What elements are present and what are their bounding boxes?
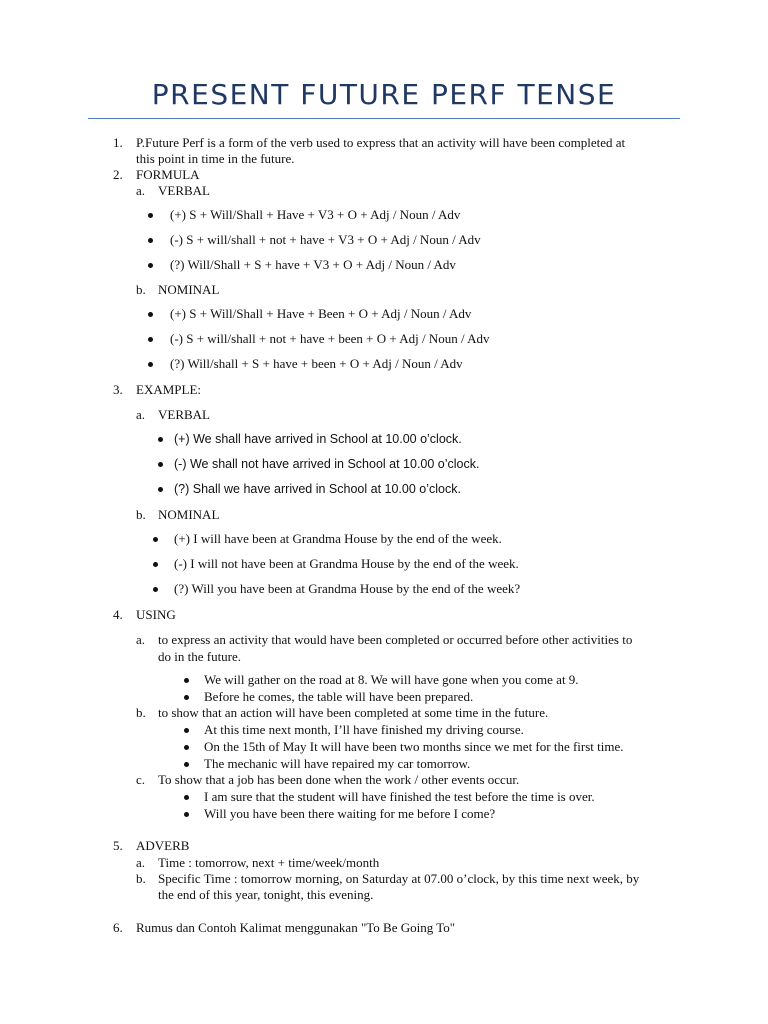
section-3-heading: EXAMPLE:: [136, 382, 201, 397]
section-3b-letter: b.: [136, 507, 146, 522]
section-5a-letter: a.: [136, 855, 146, 870]
section-5b-text-line-2: the end of this year, tonight, this evening.: [158, 887, 374, 902]
list-item: (-) We shall not have arrived in School at 10.00 o’clock.: [174, 457, 480, 471]
section-4c-text: To show that a job has been done when the work / other events occur.: [158, 772, 520, 787]
bullet-icon: [184, 678, 189, 683]
section-4b-letter: b.: [136, 705, 146, 720]
bullet-icon: [153, 537, 158, 542]
list-item: We will gather on the road at 8. We will have gone when you come at 9.: [204, 672, 579, 687]
section-5-number: 5.: [113, 838, 123, 853]
section-1-text-line-2: this point in time in the future.: [136, 151, 295, 166]
section-2-heading: FORMULA: [136, 167, 200, 182]
list-item: (+) S + Will/Shall + Have + Been + O + Adj / Noun / Adv: [170, 306, 472, 321]
list-item: (?) Will/Shall + S + have + V3 + O + Adj / Noun / Adv: [170, 257, 456, 272]
bullet-icon: [158, 487, 163, 492]
section-4-number: 4.: [113, 607, 123, 622]
section-4a-letter: a.: [136, 632, 146, 647]
list-item: I am sure that the student will have finished the test before the time is over.: [204, 789, 595, 804]
section-2b-letter: b.: [136, 282, 146, 297]
section-6-number: 6.: [113, 920, 123, 935]
list-item: (+) S + Will/Shall + Have + V3 + O + Adj / Noun / Adv: [170, 207, 461, 222]
section-3-number: 3.: [113, 382, 123, 397]
section-4a-text-line-2: do in the future.: [158, 649, 242, 664]
section-2-number: 2.: [113, 167, 123, 182]
bullet-icon: [184, 762, 189, 767]
page-title: PRESENT FUTURE PERF TENSE: [151, 78, 617, 111]
bullet-icon: [158, 437, 163, 442]
section-5b-text-line-1: Specific Time : tomorrow morning, on Saturday at 07.00 o’clock, by this time next week, by: [158, 871, 640, 886]
list-item: Will you have been there waiting for me before I come?: [204, 806, 496, 821]
list-item: The mechanic will have repaired my car tomorrow.: [204, 756, 471, 771]
bullet-icon: [148, 312, 153, 317]
section-3a-label: VERBAL: [158, 407, 210, 422]
section-4c-letter: c.: [136, 772, 146, 787]
list-item: (+) I will have been at Grandma House by the end of the week.: [174, 531, 502, 546]
section-2a-letter: a.: [136, 183, 146, 198]
section-1-text-line-1: P.Future Perf is a form of the verb used to express that an activity will have been completed at: [136, 135, 626, 150]
list-item: (-) S + will/shall + not + have + V3 + O + Adj / Noun / Adv: [170, 232, 481, 247]
bullet-icon: [184, 695, 189, 700]
list-item: (?) Will/shall + S + have + been + O + Adj / Noun / Adv: [170, 356, 463, 371]
bullet-icon: [158, 462, 163, 467]
list-item: (?) Shall we have arrived in School at 10.00 o’clock.: [174, 482, 461, 496]
bullet-icon: [153, 562, 158, 567]
list-item: (-) I will not have been at Grandma House by the end of the week.: [174, 556, 519, 571]
list-item: (?) Will you have been at Grandma House by the end of the week?: [174, 581, 521, 596]
bullet-icon: [184, 745, 189, 750]
list-item: Before he comes, the table will have been prepared.: [204, 689, 474, 704]
section-3b-label: NOMINAL: [158, 507, 220, 522]
section-2a-label: VERBAL: [158, 183, 210, 198]
section-3a-letter: a.: [136, 407, 146, 422]
section-2b-label: NOMINAL: [158, 282, 220, 297]
list-item: On the 15th of May It will have been two months since we met for the first time.: [204, 739, 624, 754]
title-divider: [88, 118, 680, 119]
list-item: (-) S + will/shall + not + have + been + O + Adj / Noun / Adv: [170, 331, 490, 346]
section-4-heading: USING: [136, 607, 176, 622]
list-item: At this time next month, I’ll have finished my driving course.: [204, 722, 524, 737]
bullet-icon: [148, 362, 153, 367]
bullet-icon: [148, 213, 153, 218]
bullet-icon: [184, 812, 189, 817]
section-5-heading: ADVERB: [136, 838, 190, 853]
section-5a-text: Time : tomorrow, next + time/week/month: [158, 855, 380, 870]
bullet-icon: [148, 263, 153, 268]
bullet-icon: [184, 795, 189, 800]
section-4a-text-line-1: to express an activity that would have been completed or occurred before other activities to: [158, 632, 633, 647]
bullet-icon: [148, 337, 153, 342]
section-5b-letter: b.: [136, 871, 146, 886]
bullet-icon: [153, 587, 158, 592]
section-1-number: 1.: [113, 135, 123, 150]
list-item: (+) We shall have arrived in School at 10.00 o’clock.: [174, 432, 462, 446]
section-6-text: Rumus dan Contoh Kalimat menggunakan "To Be Going To": [136, 920, 456, 935]
bullet-icon: [184, 728, 189, 733]
bullet-icon: [148, 238, 153, 243]
section-4b-text: to show that an action will have been completed at some time in the future.: [158, 705, 549, 720]
